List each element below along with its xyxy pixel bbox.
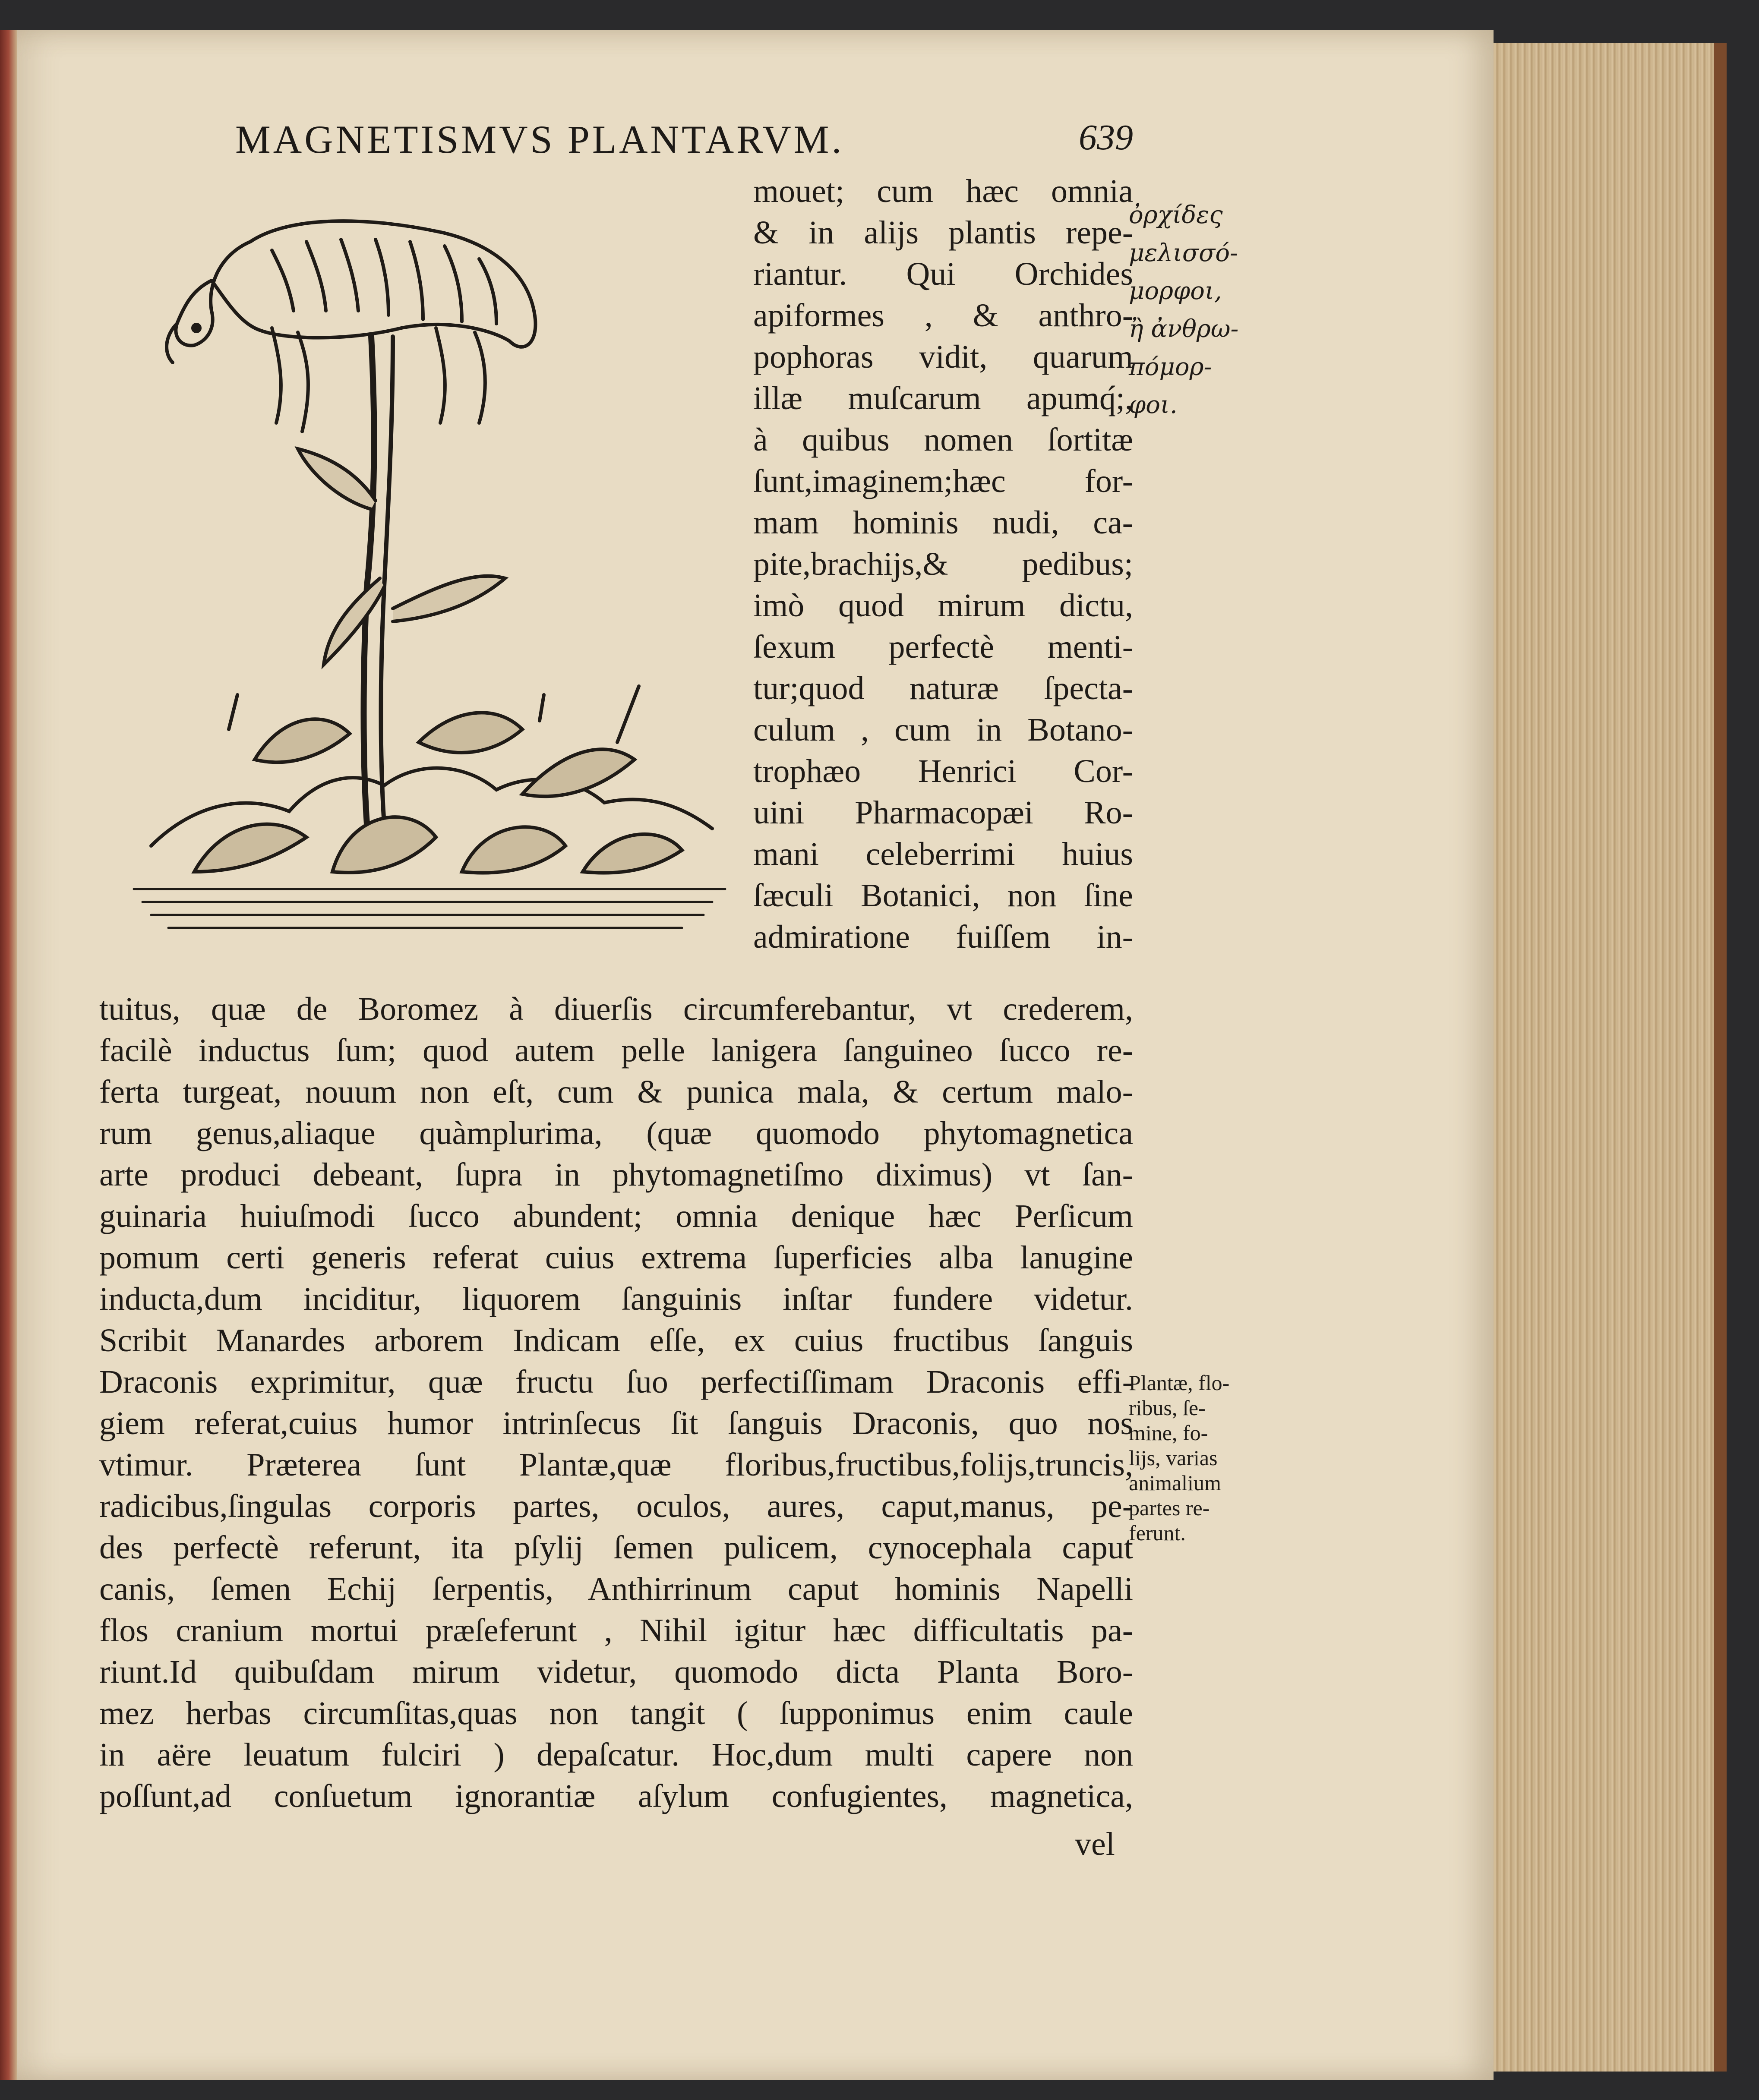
- text-line: uini Pharmacopæi Ro-: [753, 795, 1133, 831]
- greek-marginal-gloss: [1129, 196, 1258, 424]
- text-line: flos cranium mortui præſeferunt , Nihil igitur hæc difficultatis pa-: [99, 1612, 1133, 1649]
- text-line: guinaria huiuſmodi ſucco abundent; omnia denique hæc Perſicum: [99, 1198, 1133, 1234]
- text-line: mam hominis nudi, ca-: [753, 505, 1133, 541]
- lamb-plant-woodcut-icon: [108, 199, 747, 941]
- text-line: riantur. Qui Orchides: [753, 256, 1133, 292]
- text-line: in aëre leuatum fulciri ) depaſcatur. Hoc,dum multi capere non: [99, 1737, 1133, 1773]
- text-line: vtimur. Præterea ſunt Plantæ,quæ floribus,fructibus,folijs,truncis,: [99, 1447, 1133, 1483]
- text-line: inducta,dum inciditur, liquorem ſanguinis inſtar fundere videtur.: [99, 1281, 1133, 1317]
- text-line: pophoras vidit, quarum: [753, 339, 1133, 375]
- text-line: Scribit Manardes arborem Indicam eſſe, ex cuius fructibus ſanguis: [99, 1322, 1133, 1359]
- side-note-line: ribus, ſe-: [1129, 1396, 1206, 1420]
- text-line: riunt.Id quibuſdam mirum videtur, quomodo dicta Planta Boro-: [99, 1654, 1133, 1690]
- greek-line: φοι.: [1129, 391, 1178, 419]
- left-binding-edge: [0, 30, 17, 2080]
- text-line: des perfectè referunt, ita pſylij ſemen pulicem, cynocephala caput: [99, 1529, 1133, 1566]
- text-line: & in alijs plantis repe-: [753, 214, 1133, 251]
- text-line: tur;quod naturæ ſpecta-: [753, 670, 1133, 706]
- text-line: imò quod mirum dictu,: [753, 587, 1133, 624]
- side-note-line: partes re-: [1129, 1496, 1210, 1520]
- text-line: rum genus,aliaque quàmplurima, (quæ quomodo phytomagnetica: [99, 1115, 1133, 1151]
- text-line: à quibus nomen ſortitæ: [753, 422, 1133, 458]
- text-line: trophæo Henrici Cor-: [753, 753, 1133, 789]
- text-line: apiformes , & anthro-: [753, 297, 1133, 334]
- greek-line: μελισσό-: [1129, 239, 1238, 267]
- running-title: MAGNETISMVS PLANTARVM.: [235, 117, 844, 161]
- text-line: ſexum perfectè menti-: [753, 629, 1133, 665]
- text-line: ſunt,imaginem;hæc for-: [753, 463, 1133, 499]
- text-line: mani celeberrimi huius: [753, 836, 1133, 872]
- text-line: giem referat,cuius humor intrinſecus ſit ſanguis Draconis, quo nos: [99, 1405, 1133, 1441]
- text-line: culum , cum in Botano-: [753, 712, 1133, 748]
- text-line: ſæculi Botanici, non ſine: [753, 877, 1133, 914]
- text-line: illæ muſcarum apumq́;,: [753, 380, 1133, 416]
- narrow-text-column: [753, 170, 1133, 958]
- text-line: pomum certi generis referat cuius extrema ſuperficies alba lanugine: [99, 1239, 1133, 1276]
- full-text-column: [99, 988, 1133, 1817]
- greek-line: μορφοι,: [1129, 277, 1222, 305]
- text-line: radicibus,ſingulas corporis partes, oculos, aures, caput,manus, pe-: [99, 1488, 1133, 1524]
- page-block-edges: [1472, 43, 1727, 2072]
- catchword: vel: [1075, 1826, 1115, 1862]
- side-note-line: animalium: [1129, 1471, 1221, 1495]
- text-line: facilè inductus ſum; quod autem pelle lanigera ſanguineo ſucco re-: [99, 1032, 1133, 1069]
- page-number: 639: [1079, 117, 1133, 158]
- text-line: poſſunt,ad conſuetum ignorantiæ aſylum confugientes, magnetica,: [99, 1778, 1133, 1814]
- side-note: [1129, 1370, 1271, 1545]
- side-note-line: mine, fo-: [1129, 1421, 1208, 1445]
- side-note-line: Plantæ, flo-: [1129, 1371, 1230, 1395]
- side-note-line: ferunt.: [1129, 1521, 1186, 1545]
- text-line: mez herbas circumſitas,quas non tangit ( ſupponimus enim caule: [99, 1695, 1133, 1731]
- greek-line: πόμορ-: [1129, 353, 1212, 381]
- text-line: ferta turgeat, nouum non eſt, cum & punica mala, & certum malo-: [99, 1074, 1133, 1110]
- side-note-line: lijs, varias: [1129, 1446, 1218, 1470]
- greek-line: ὀρχίδες: [1129, 201, 1223, 229]
- text-line: tuitus, quæ de Boromez à diuerſis circumferebantur, vt crederem,: [99, 991, 1133, 1027]
- text-line: canis, ſemen Echij ſerpentis, Anthirrinum caput hominis Napelli: [99, 1571, 1133, 1607]
- text-line: arte produci debeant, ſupra in phytomagnetiſmo diximus) vt ſan-: [99, 1157, 1133, 1193]
- text-line: mouet; cum hæc omnia: [753, 173, 1133, 209]
- text-line: pite,brachijs,& pedibus;: [753, 546, 1133, 582]
- text-line: admiratione fuiſſem in-: [753, 919, 1133, 955]
- text-line: Draconis exprimitur, quæ fructu ſuo perfectiſſimam Draconis effi-: [99, 1364, 1133, 1400]
- greek-line: ἢ ἀνθρω-: [1129, 315, 1239, 343]
